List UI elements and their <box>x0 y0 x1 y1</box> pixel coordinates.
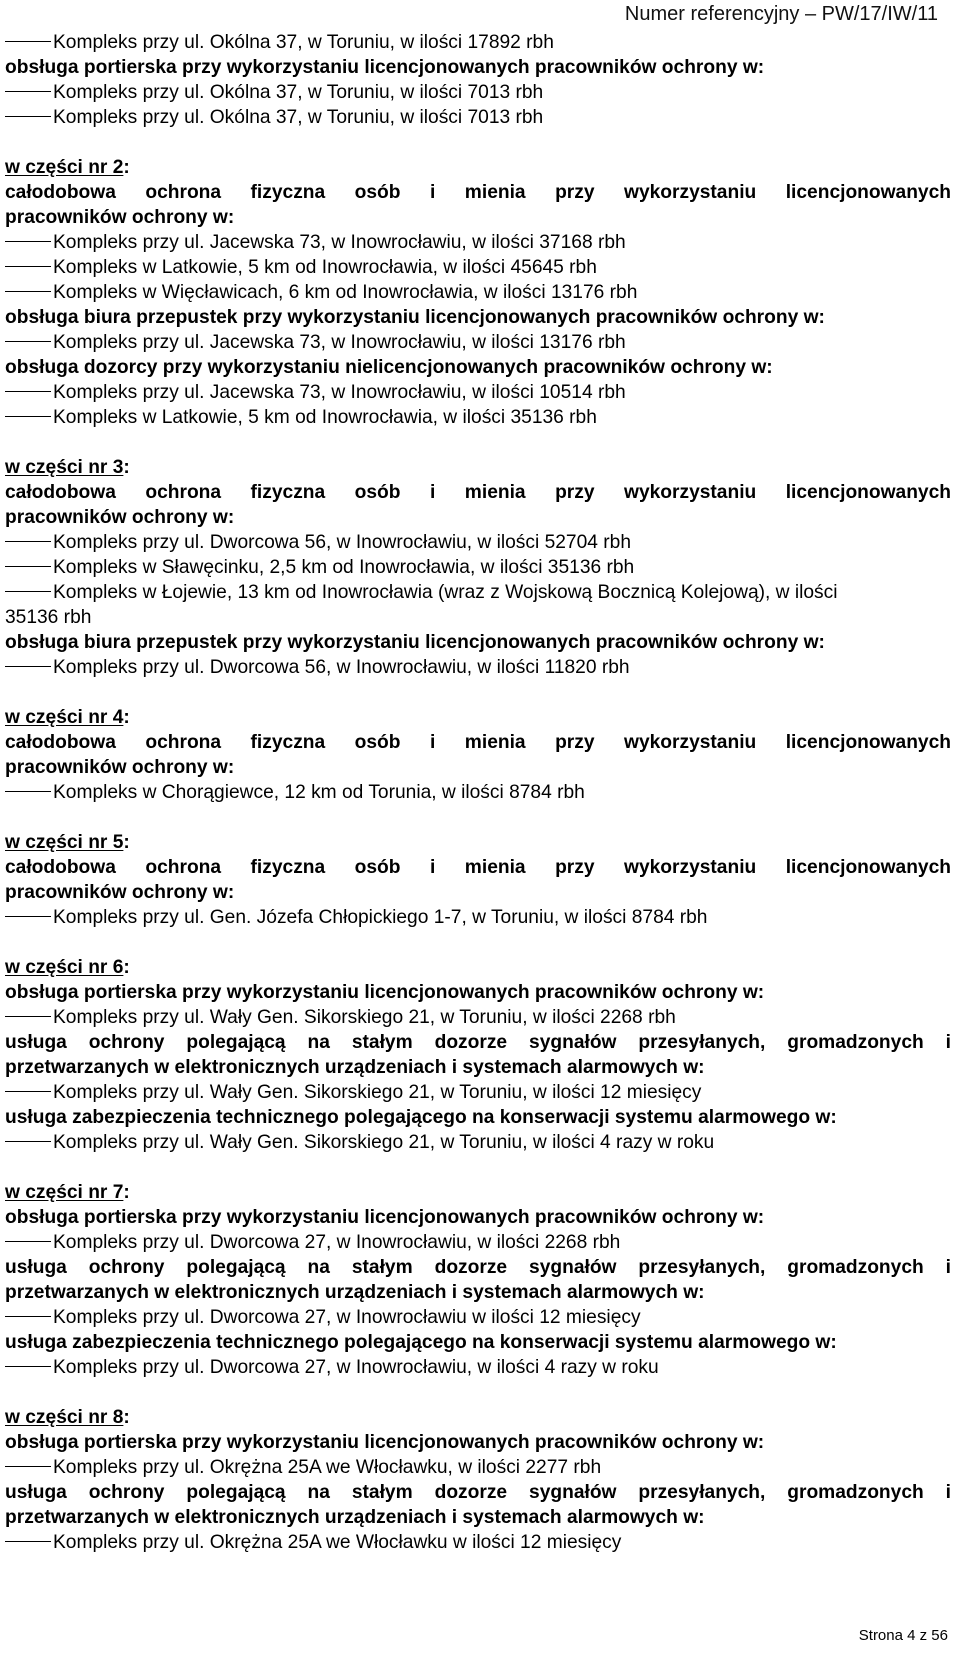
service-description: obsługa portierska przy wykorzystaniu licencjonowanych pracowników ochrony w: <box>5 982 765 1003</box>
dash-bullet-icon <box>5 666 51 667</box>
list-item-text: Kompleks przy ul. Okrężna 25A we Włocławku, w ilości 2277 rbh <box>53 1457 602 1478</box>
list-item-text: Kompleks przy ul. Dworcowa 27, w Inowrocławiu, w ilości 2268 rbh <box>53 1232 621 1253</box>
service-description: przetwarzanych w elektronicznych urządzeniach i systemach alarmowych w: <box>5 1507 705 1528</box>
list-item <box>5 105 951 130</box>
list-item-text: Kompleks przy ul. Dworcowa 27, w Inowrocławiu w ilości 12 miesięcy <box>53 1307 641 1328</box>
service-description: obsługa portierska przy wykorzystaniu licencjonowanych pracowników ochrony w: <box>5 57 765 78</box>
service-description: całodobowa ochrona fizyczna osób i mienia przy wykorzystaniu licencjonowanych <box>5 482 951 503</box>
service-description: całodobowa ochrona fizyczna osób i mienia przy wykorzystaniu licencjonowanych <box>5 182 951 203</box>
list-item-text: Kompleks przy ul. Jacewska 73, w Inowrocławiu, w ilości 10514 rbh <box>53 382 626 403</box>
service-description: przetwarzanych w elektronicznych urządzeniach i systemach alarmowych w: <box>5 1057 705 1078</box>
dash-bullet-icon <box>5 1316 51 1317</box>
service-description: całodobowa ochrona fizyczna osób i mienia przy wykorzystaniu licencjonowanych <box>5 732 951 753</box>
list-item-text: Kompleks przy ul. Dworcowa 27, w Inowrocławiu, w ilości 4 razy w roku <box>53 1357 659 1378</box>
section-heading-label: w części nr 2 <box>5 157 124 178</box>
list-item <box>5 30 951 55</box>
dash-bullet-icon <box>5 791 51 792</box>
list-item-text: Kompleks przy ul. Okólna 37, w Toruniu, w ilości 7013 rbh <box>53 82 544 103</box>
section-heading <box>5 830 951 855</box>
dash-bullet-icon <box>5 416 51 417</box>
service-description: usługa zabezpieczenia technicznego polegającego na konserwacji systemu alarmowego w: <box>5 1107 837 1128</box>
list-item-text: Kompleks przy ul. Wały Gen. Sikorskiego 21, w Toruniu, w ilości 4 razy w roku <box>53 1132 715 1153</box>
dash-bullet-icon <box>5 1016 51 1017</box>
list-item <box>5 905 951 930</box>
list-item-text: Kompleks przy ul. Okrężna 25A we Włocławku w ilości 12 miesięcy <box>53 1532 622 1553</box>
dash-bullet-icon <box>5 1241 51 1242</box>
dash-bullet-icon <box>5 1091 51 1092</box>
list-item-text: Kompleks przy ul. Wały Gen. Sikorskiego 21, w Toruniu, w ilości 12 miesięcy <box>53 1082 702 1103</box>
list-item <box>5 1080 951 1105</box>
section-heading-colon: : <box>123 832 130 853</box>
list-item <box>5 1305 951 1330</box>
list-item-text: Kompleks przy ul. Okólna 37, w Toruniu, w ilości 7013 rbh <box>53 107 544 128</box>
list-item <box>5 280 951 305</box>
list-item <box>5 530 951 555</box>
section-heading <box>5 155 951 180</box>
list-item <box>5 330 951 355</box>
section-heading <box>5 1180 951 1205</box>
service-description: obsługa biura przepustek przy wykorzystaniu licencjonowanych pracowników ochrony w: <box>5 632 825 653</box>
dash-bullet-icon <box>5 391 51 392</box>
section-heading <box>5 1405 951 1430</box>
service-description: pracowników ochrony w: <box>5 882 235 903</box>
list-item <box>5 655 951 680</box>
section-heading-colon: : <box>123 1407 130 1428</box>
list-item <box>5 255 951 280</box>
list-item-text: Kompleks w Łojewie, 13 km od Inowrocławia (wraz z Wojskową Bocznicą Kolejową), w ilości <box>53 582 838 603</box>
section-heading-label: w części nr 5 <box>5 832 124 853</box>
service-description: pracowników ochrony w: <box>5 507 235 528</box>
list-item-text: Kompleks w Sławęcinku, 2,5 km od Inowrocławia, w ilości 35136 rbh <box>53 557 635 578</box>
list-item-text: Kompleks przy ul. Dworcowa 56, w Inowrocławiu, w ilości 52704 rbh <box>53 532 631 553</box>
section-heading-label: w części nr 6 <box>5 957 124 978</box>
service-description: pracowników ochrony w: <box>5 207 235 228</box>
list-item-text: Kompleks przy ul. Gen. Józefa Chłopickiego 1-7, w Toruniu, w ilości 8784 rbh <box>53 907 708 928</box>
section-heading-label: w części nr 3 <box>5 457 124 478</box>
dash-bullet-icon <box>5 266 51 267</box>
list-item-text: Kompleks w Więcławicach, 6 km od Inowrocławia, w ilości 13176 rbh <box>53 282 638 303</box>
dash-bullet-icon <box>5 591 51 592</box>
service-description: usługa ochrony polegającą na stałym dozorze sygnałów przesyłanych, gromadzonych i <box>5 1257 951 1278</box>
dash-bullet-icon <box>5 1141 51 1142</box>
dash-bullet-icon <box>5 41 51 42</box>
list-item <box>5 1130 951 1155</box>
list-item <box>5 1230 951 1255</box>
document-page <box>5 0 960 1656</box>
list-item-text: Kompleks przy ul. Jacewska 73, w Inowrocławiu, w ilości 13176 rbh <box>53 332 626 353</box>
section-heading-label: w części nr 8 <box>5 1407 124 1428</box>
list-item-text: Kompleks przy ul. Dworcowa 56, w Inowrocławiu, w ilości 11820 rbh <box>53 657 630 678</box>
section-heading-colon: : <box>123 957 130 978</box>
service-description: obsługa portierska przy wykorzystaniu licencjonowanych pracowników ochrony w: <box>5 1207 765 1228</box>
list-item <box>5 1005 951 1030</box>
list-item <box>5 1530 951 1555</box>
section-heading-colon: : <box>123 1182 130 1203</box>
section-heading <box>5 705 951 730</box>
list-item-text: Kompleks przy ul. Wały Gen. Sikorskiego 21, w Toruniu, w ilości 2268 rbh <box>53 1007 676 1028</box>
list-item <box>5 80 951 105</box>
dash-bullet-icon <box>5 541 51 542</box>
text-line: 35136 rbh <box>5 607 92 628</box>
dash-bullet-icon <box>5 1466 51 1467</box>
section-heading-label: w części nr 7 <box>5 1182 124 1203</box>
service-description: pracowników ochrony w: <box>5 757 235 778</box>
list-item <box>5 380 951 405</box>
section-heading-colon: : <box>123 457 130 478</box>
list-item <box>5 1355 951 1380</box>
service-description: usługa zabezpieczenia technicznego polegającego na konserwacji systemu alarmowego w: <box>5 1332 837 1353</box>
section-heading-label: w części nr 4 <box>5 707 124 728</box>
service-description: całodobowa ochrona fizyczna osób i mienia przy wykorzystaniu licencjonowanych <box>5 857 951 878</box>
dash-bullet-icon <box>5 116 51 117</box>
service-description: obsługa dozorcy przy wykorzystaniu nielicencjonowanych pracowników ochrony w: <box>5 357 773 378</box>
section-heading-colon: : <box>123 707 130 728</box>
service-description: obsługa portierska przy wykorzystaniu licencjonowanych pracowników ochrony w: <box>5 1432 765 1453</box>
list-item-text: Kompleks w Latkowie, 5 km od Inowrocławia, w ilości 35136 rbh <box>53 407 597 428</box>
dash-bullet-icon <box>5 916 51 917</box>
service-description: przetwarzanych w elektronicznych urządzeniach i systemach alarmowych w: <box>5 1282 705 1303</box>
dash-bullet-icon <box>5 1366 51 1367</box>
list-item <box>5 780 951 805</box>
reference-number: Numer referencyjny – PW/17/IW/11 <box>624 3 938 25</box>
list-item-text: Kompleks w Chorągiewce, 12 km od Torunia, w ilości 8784 rbh <box>53 782 585 803</box>
dash-bullet-icon <box>5 566 51 567</box>
dash-bullet-icon <box>5 91 51 92</box>
dash-bullet-icon <box>5 341 51 342</box>
service-description: usługa ochrony polegającą na stałym dozorze sygnałów przesyłanych, gromadzonych i <box>5 1482 951 1503</box>
list-item <box>5 580 951 605</box>
list-item-text: Kompleks przy ul. Okólna 37, w Toruniu, w ilości 17892 rbh <box>53 32 554 53</box>
service-description: obsługa biura przepustek przy wykorzystaniu licencjonowanych pracowników ochrony w: <box>5 307 825 328</box>
page-number: Strona 4 z 56 <box>858 1627 948 1644</box>
list-item <box>5 555 951 580</box>
list-item-text: Kompleks przy ul. Jacewska 73, w Inowrocławiu, w ilości 37168 rbh <box>53 232 626 253</box>
section-heading-colon: : <box>123 157 130 178</box>
section-heading <box>5 455 951 480</box>
dash-bullet-icon <box>5 291 51 292</box>
service-description: usługa ochrony polegającą na stałym dozorze sygnałów przesyłanych, gromadzonych i <box>5 1032 951 1053</box>
section-heading <box>5 955 951 980</box>
list-item <box>5 1455 951 1480</box>
document-body <box>5 30 955 1555</box>
list-item-text: Kompleks w Latkowie, 5 km od Inowrocławia, w ilości 45645 rbh <box>53 257 597 278</box>
dash-bullet-icon <box>5 1541 51 1542</box>
dash-bullet-icon <box>5 241 51 242</box>
list-item <box>5 230 951 255</box>
list-item <box>5 405 951 430</box>
